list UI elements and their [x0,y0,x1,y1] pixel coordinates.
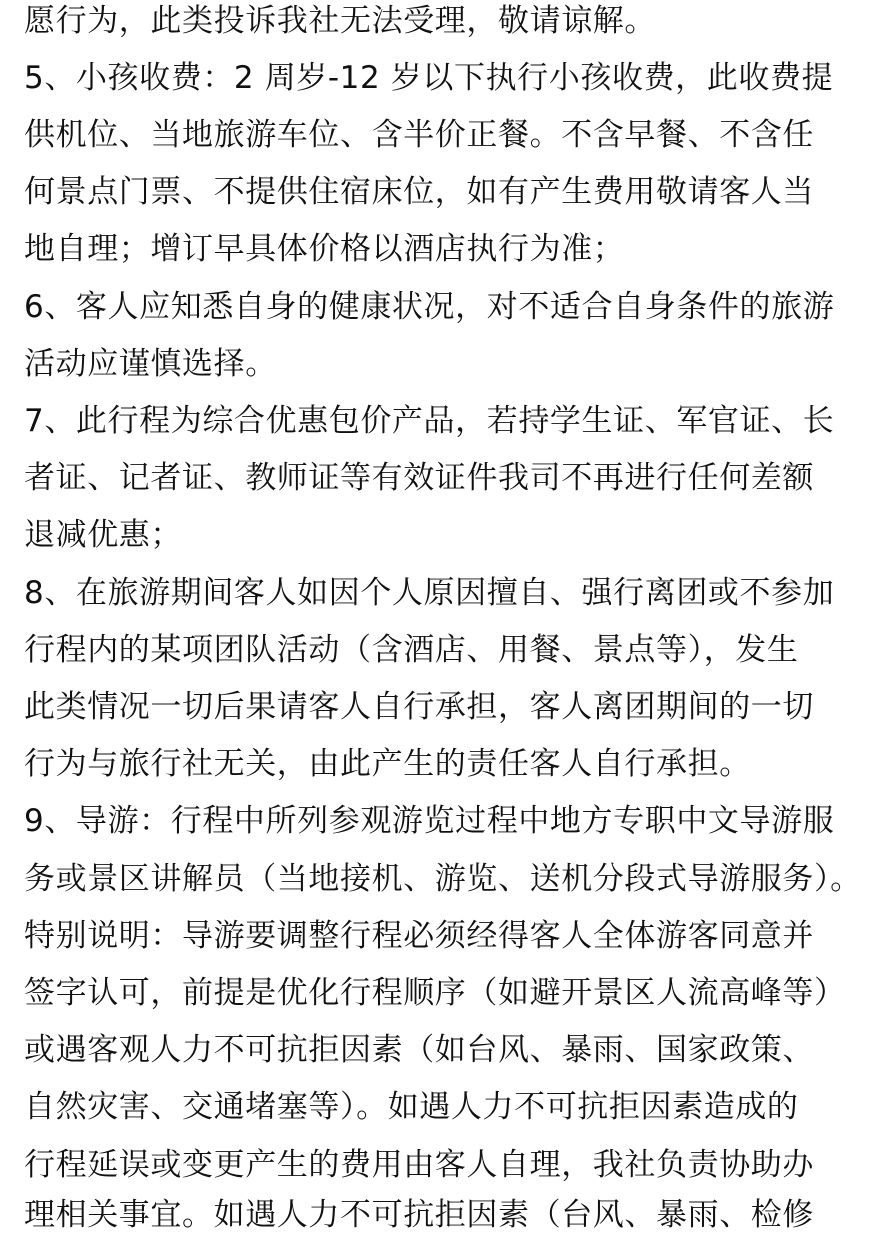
text-line: 愿行为，此类投诉我社无法受理，敬请谅解。 [24,3,656,39]
text-line: 者证、记者证、教师证等有效证件我司不再进行任何差额 [24,460,814,496]
text-line: 何景点门票、不提供住宿床位，如有产生费用敬请客人当 [24,174,814,210]
text-line: 此类情况一切后果请客人自行承担，客人离团期间的一切 [24,689,814,725]
text-line: 8、在旅游期间客人如因个人原因擅自、强行离团或不参加 [24,575,835,611]
text-line: 供机位、当地旅游车位、含半价正餐。不含早餐、不含任 [24,117,814,153]
text-line: 理相关事宜。如遇人力不可抗拒因素（台风、暴雨、检修 [24,1197,814,1233]
text-line: 活动应谨慎选择。 [24,346,277,382]
text-line: 或遇客观人力不可抗拒因素（如台风、暴雨、国家政策、 [24,1032,814,1068]
text-line: 地自理；增订早具体价格以酒店执行为准； [24,231,625,267]
text-line: 自然灾害、交通堵塞等）。如遇人力不可抗拒因素造成的 [24,1089,799,1125]
text-line: 退减优惠； [24,517,182,553]
text-line: 行程内的某项团队活动（含酒店、用餐、景点等），发生 [24,632,799,668]
text-line: 行为与旅行社无关，由此产生的责任客人自行承担。 [24,746,751,782]
text-line: 特别说明：导游要调整行程必须经得客人全体游客同意并 [24,918,814,954]
text-line: 9、导游：行程中所列参观游览过程中地方专职中文导游服 [24,803,835,839]
text-line: 6、客人应知悉自身的健康状况，对不适合自身条件的旅游 [24,289,835,325]
text-line: 7、此行程为综合优惠包价产品，若持学生证、军官证、长 [24,403,835,439]
text-line: 签字认可，前提是优化行程顺序（如避开景区人流高峰等） [24,975,846,1011]
text-line: 行程延误或变更产生的费用由客人自理，我社负责协助办 [24,1147,814,1183]
text-line: 5、小孩收费：2 周岁-12 岁以下执行小孩收费，此收费提 [24,60,834,96]
text-line: 务或景区讲解员（当地接机、游览、送机分段式导游服务）。 [24,861,862,897]
